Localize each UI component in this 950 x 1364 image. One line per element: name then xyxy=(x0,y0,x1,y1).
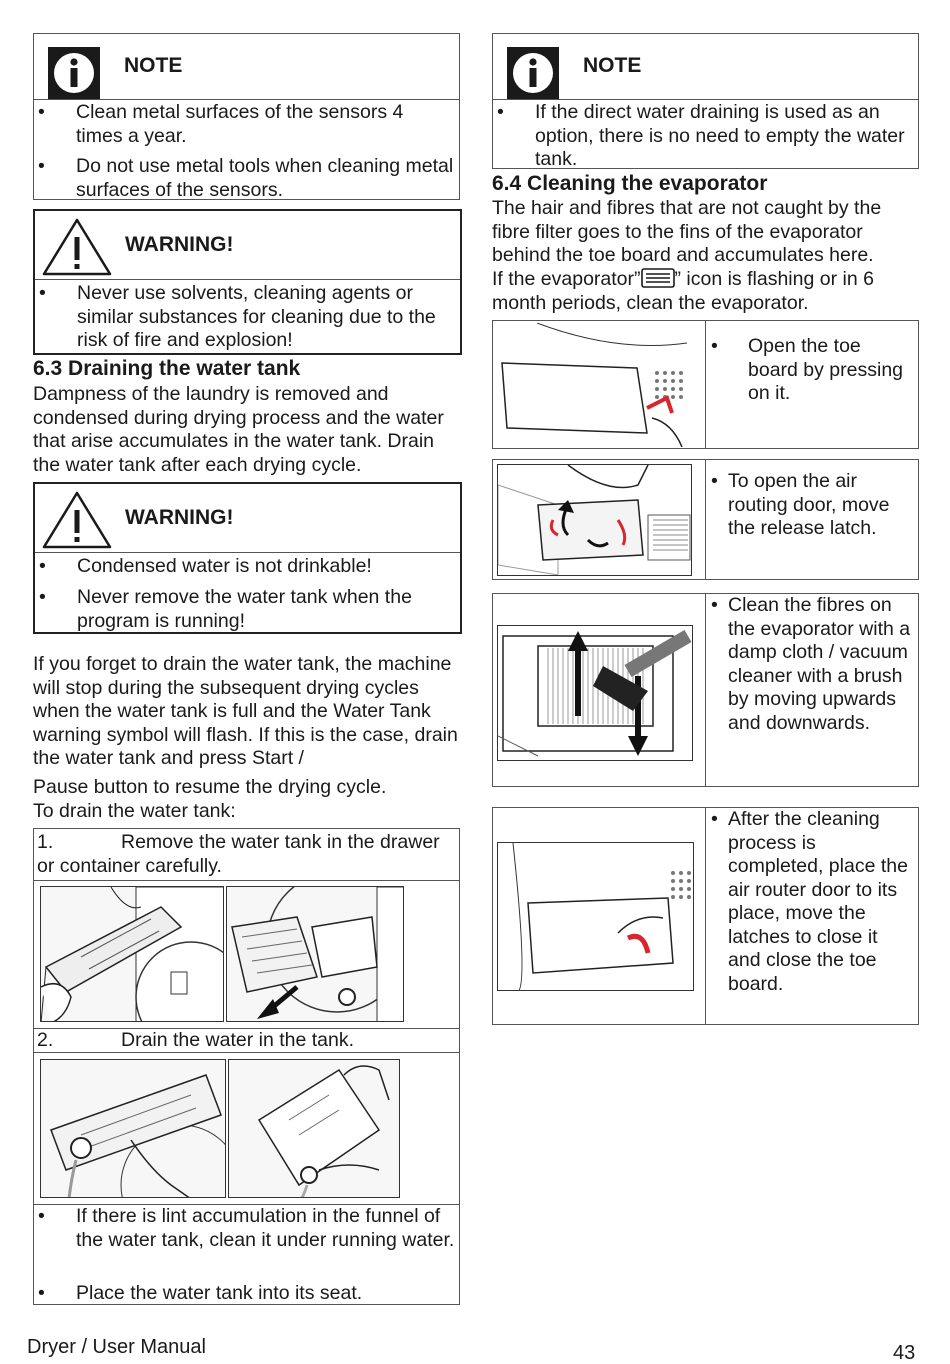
evaporator-intro-2: If the evaporator” ” icon is flashing or in 6 month periods, clean the evaporator. xyxy=(492,268,874,314)
section-intro: Dampness of the laundry is removed and condensed during drying process and the water that arise accumulates in the water tank. Drain the water tank after each drying cycle. xyxy=(33,383,444,476)
note-item-2: Do not use metal tools when cleaning metal surfaces of the sensors. xyxy=(76,155,454,201)
evaporator-step-text: After the cleaning process is completed, place the air router door to its place, move the latches to close it and close the toe board. xyxy=(728,808,908,995)
note-title: NOTE xyxy=(583,54,642,77)
evaporator-step-text: Clean the fibres on the evaporator with a damp cloth / vacuum cleaner with a brush by moving upwards and downwards. xyxy=(728,594,911,734)
section-heading-6-3: 6.3 Draining the water tank xyxy=(33,357,301,380)
evaporator-step-3: • Clean the fibres on the evaporator with a damp cloth / vacuum cleaner with a brush by moving upwards and downwards. xyxy=(492,593,919,787)
evaporator-step-1: • Open the toe board by pressing on it. xyxy=(492,320,919,449)
step-1-row xyxy=(34,829,459,881)
note-box-right: NOTE • If the direct water draining is used as an option, there is no need to empty the water tank. xyxy=(492,33,919,169)
step-text: Remove the water tank in the drawer or container carefully. xyxy=(37,831,440,877)
after-item-1: If there is lint accumulation in the funnel of the water tank, clean it under running water. xyxy=(76,1205,455,1251)
note-header xyxy=(34,34,459,100)
after-item-2: Place the water tank into its seat. xyxy=(76,1282,363,1304)
tank-drain-illustration xyxy=(40,1059,226,1198)
section-heading-6-4: 6.4 Cleaning the evaporator xyxy=(492,172,768,195)
evaporator-icon xyxy=(641,268,675,288)
warning-title: WARNING! xyxy=(125,233,234,256)
air-routing-door-illustration xyxy=(497,464,692,576)
container-remove-illustration xyxy=(226,886,404,1022)
evaporator-cleaning-illustration xyxy=(497,625,693,761)
note-item-1: If the direct water draining is used as an option, there is no need to empty the water tank. xyxy=(535,101,905,170)
drain-steps-table: 1. Remove the water tank in the drawer or container carefully. 2. Drain the water in the tank. • If there is lint accumulation in the funnel of the water tank, clean it under running water. • Place the water tank into its seat. xyxy=(33,828,460,1305)
drain-steps-intro: To drain the water tank: xyxy=(33,800,236,822)
step-2-row xyxy=(34,1028,459,1053)
footer-title: Dryer / User Manual xyxy=(27,1336,206,1358)
tank-empty-illustration xyxy=(228,1059,400,1198)
drain-paragraph-cont: Pause button to resume the drying cycle. xyxy=(33,776,387,798)
warning-box-2: WARNING! • Condensed water is not drinkable! • Never remove the water tank when the program is running! xyxy=(33,482,462,634)
step-number: 2. xyxy=(37,1029,54,1051)
note-item-1: Clean metal surfaces of the sensors 4 times a year. xyxy=(76,101,404,147)
note-header xyxy=(493,34,918,100)
step-number: 1. xyxy=(37,831,54,853)
drawer-remove-illustration xyxy=(40,886,224,1022)
warning-triangle-icon xyxy=(41,490,113,550)
warning-item-2: Never remove the water tank when the program is running! xyxy=(77,586,412,632)
note-box-left: NOTE • Clean metal surfaces of the sensors 4 times a year. • Do not use metal tools when cleaning metal surfaces of the sensors. xyxy=(33,33,460,200)
warning-header xyxy=(35,211,460,280)
step-text: Drain the water in the tank. xyxy=(121,1029,355,1051)
evaporator-step-text: To open the air routing door, move the release latch. xyxy=(728,470,890,539)
warning-header xyxy=(35,484,460,553)
warning-item-1: Condensed water is not drinkable! xyxy=(77,555,372,577)
info-icon xyxy=(48,47,100,99)
info-icon xyxy=(507,47,559,99)
warning-item: Never use solvents, cleaning agents or similar substances for cleaning due to the risk of fire and explosion! xyxy=(77,282,436,351)
warning-title: WARNING! xyxy=(125,506,234,529)
warning-triangle-icon xyxy=(41,217,113,277)
warning-box-1: WARNING! • Never use solvents, cleaning agents or similar substances for cleaning due to the risk of fire and explosion! xyxy=(33,209,462,355)
evaporator-step-4: • After the cleaning process is completed, place the air router door to its place, move the latches to close it and close the toe board. xyxy=(492,807,919,1025)
close-toe-board-illustration xyxy=(497,842,694,991)
toe-board-illustration xyxy=(497,323,689,447)
drain-paragraph: If you forget to drain the water tank, the machine will stop during the subsequent drying cycles when the water tank is full and the Water Tank warning symbol will flash. If this is the case, drain the water tank and press Start / xyxy=(33,653,458,769)
evaporator-intro: The hair and fibres that are not caught by the fibre filter goes to the fins of the evaporator behind the toe board and accumulates here. xyxy=(492,197,882,266)
evaporator-step-text: Open the toe board by pressing on it. xyxy=(748,335,904,404)
evaporator-step-2: • To open the air routing door, move the release latch. xyxy=(492,459,919,580)
page-number: 43 xyxy=(893,1342,916,1364)
note-title: NOTE xyxy=(124,54,183,77)
